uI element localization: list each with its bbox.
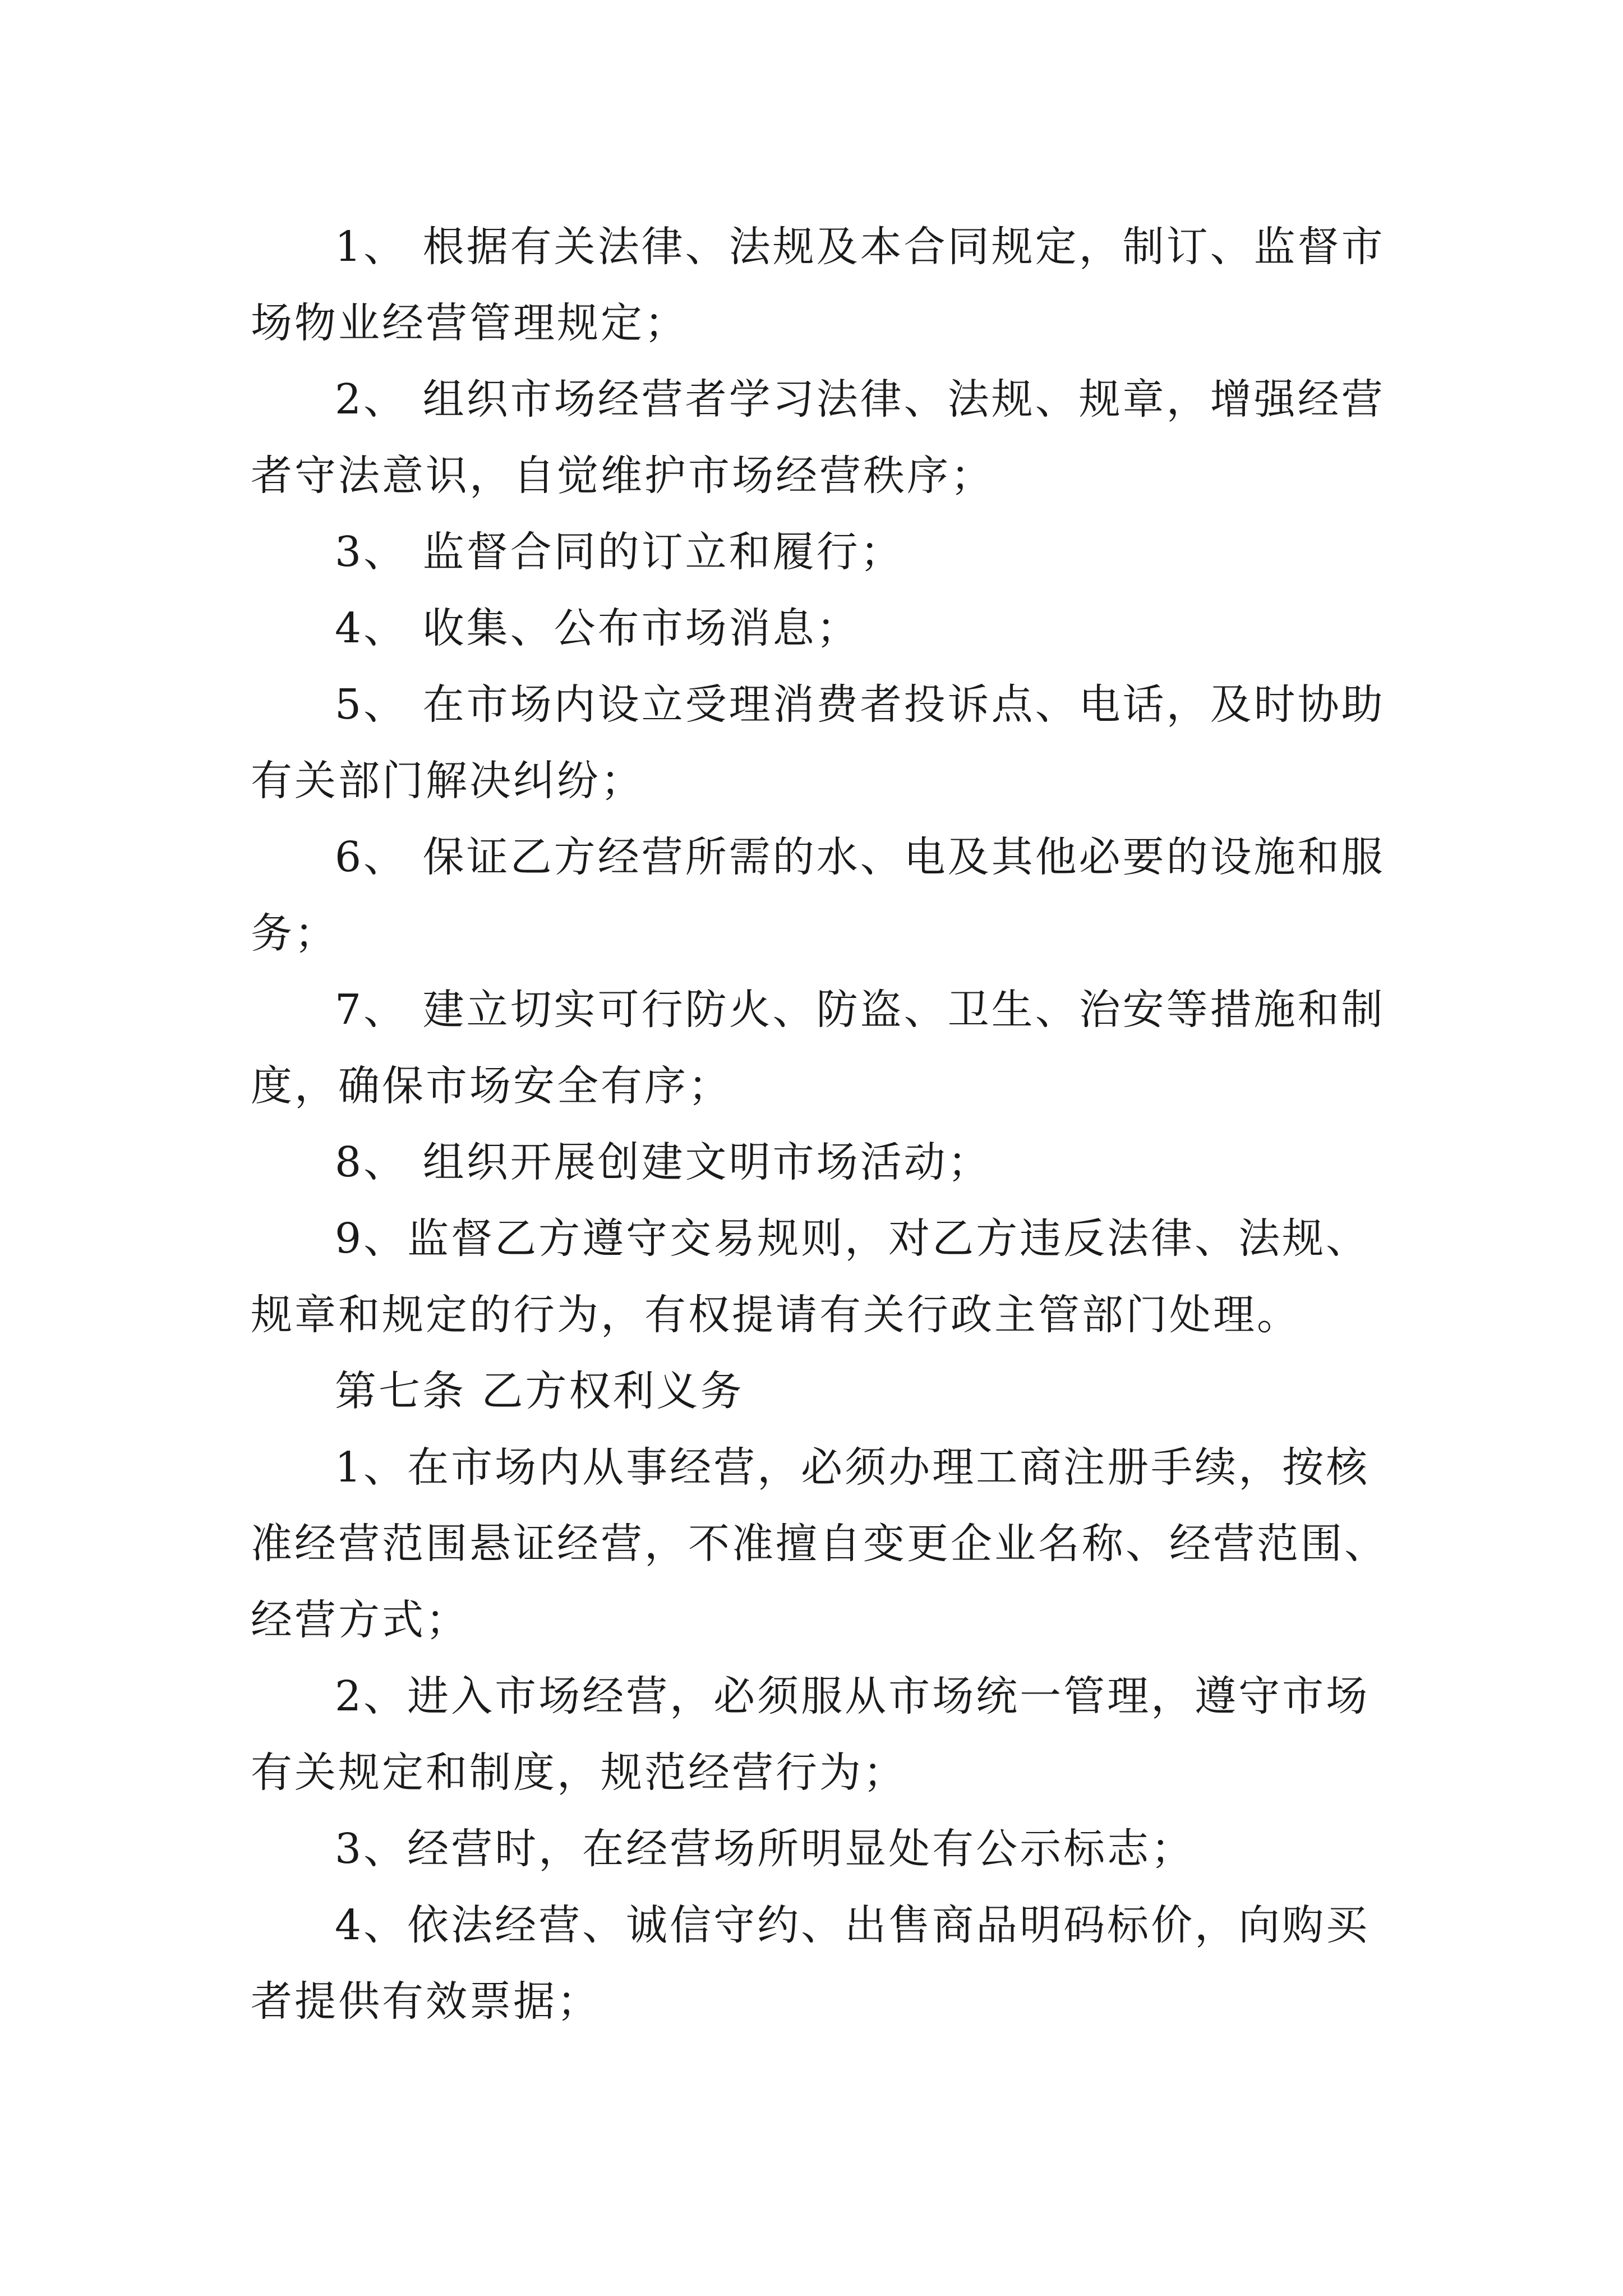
text-line: 2、进入市场经营，必须服从市场统一管理，遵守市场 — [335, 1672, 1370, 1720]
text-line: 规章和规定的行为，有权提请有关行政主管部门处理。 — [251, 1291, 1301, 1339]
text-line: 5、 在市场内设立受理消费者投诉点、电话，及时协助 — [335, 680, 1385, 729]
text-line: 度，确保市场安全有序； — [251, 1062, 732, 1110]
text-line: 7、 建立切实可行防火、防盗、卫生、治安等措施和制 — [335, 986, 1385, 1034]
text-line: 务； — [251, 909, 338, 958]
text-line: 3、 监督合同的订立和履行； — [335, 528, 904, 576]
text-line: 者守法意识，自觉维护市场经营秩序； — [251, 452, 994, 500]
document-body — [251, 209, 1395, 2040]
text-line: 4、依法经营、诚信守约、出售商品明码标价，向购买 — [335, 1901, 1370, 1949]
text-line: 2、 组织市场经营者学习法律、法规、规章，增强经营 — [335, 375, 1385, 424]
text-line: 1、在市场内从事经营，必须办理工商注册手续，按核 — [335, 1443, 1370, 1492]
text-line: 4、 收集、公布市场消息； — [335, 604, 860, 652]
text-line: 有关部门解决纠纷； — [251, 757, 644, 805]
text-line: 场物业经营管理规定； — [251, 299, 688, 347]
text-line: 8、 组织开展创建文明市场活动； — [335, 1138, 992, 1186]
text-line: 者提供有效票据； — [251, 1977, 601, 2026]
text-line: 准经营范围悬证经营，不准擅自变更企业名称、经营范围、 — [251, 1520, 1388, 1568]
text-line: 9、监督乙方遵守交易规则，对乙方违反法律、法规、 — [335, 1214, 1370, 1263]
section-heading: 第七条 乙方权利义务 — [335, 1367, 744, 1415]
text-line: 1、 根据有关法律、法规及本合同规定，制订、监督市 — [335, 223, 1385, 271]
text-line: 经营方式； — [251, 1596, 469, 1644]
text-line: 6、 保证乙方经营所需的水、电及其他必要的设施和服 — [335, 833, 1385, 881]
text-line: 有关规定和制度，规范经营行为； — [251, 1749, 907, 1797]
text-line: 3、经营时，在经营场所明显处有公示标志； — [335, 1825, 1195, 1873]
